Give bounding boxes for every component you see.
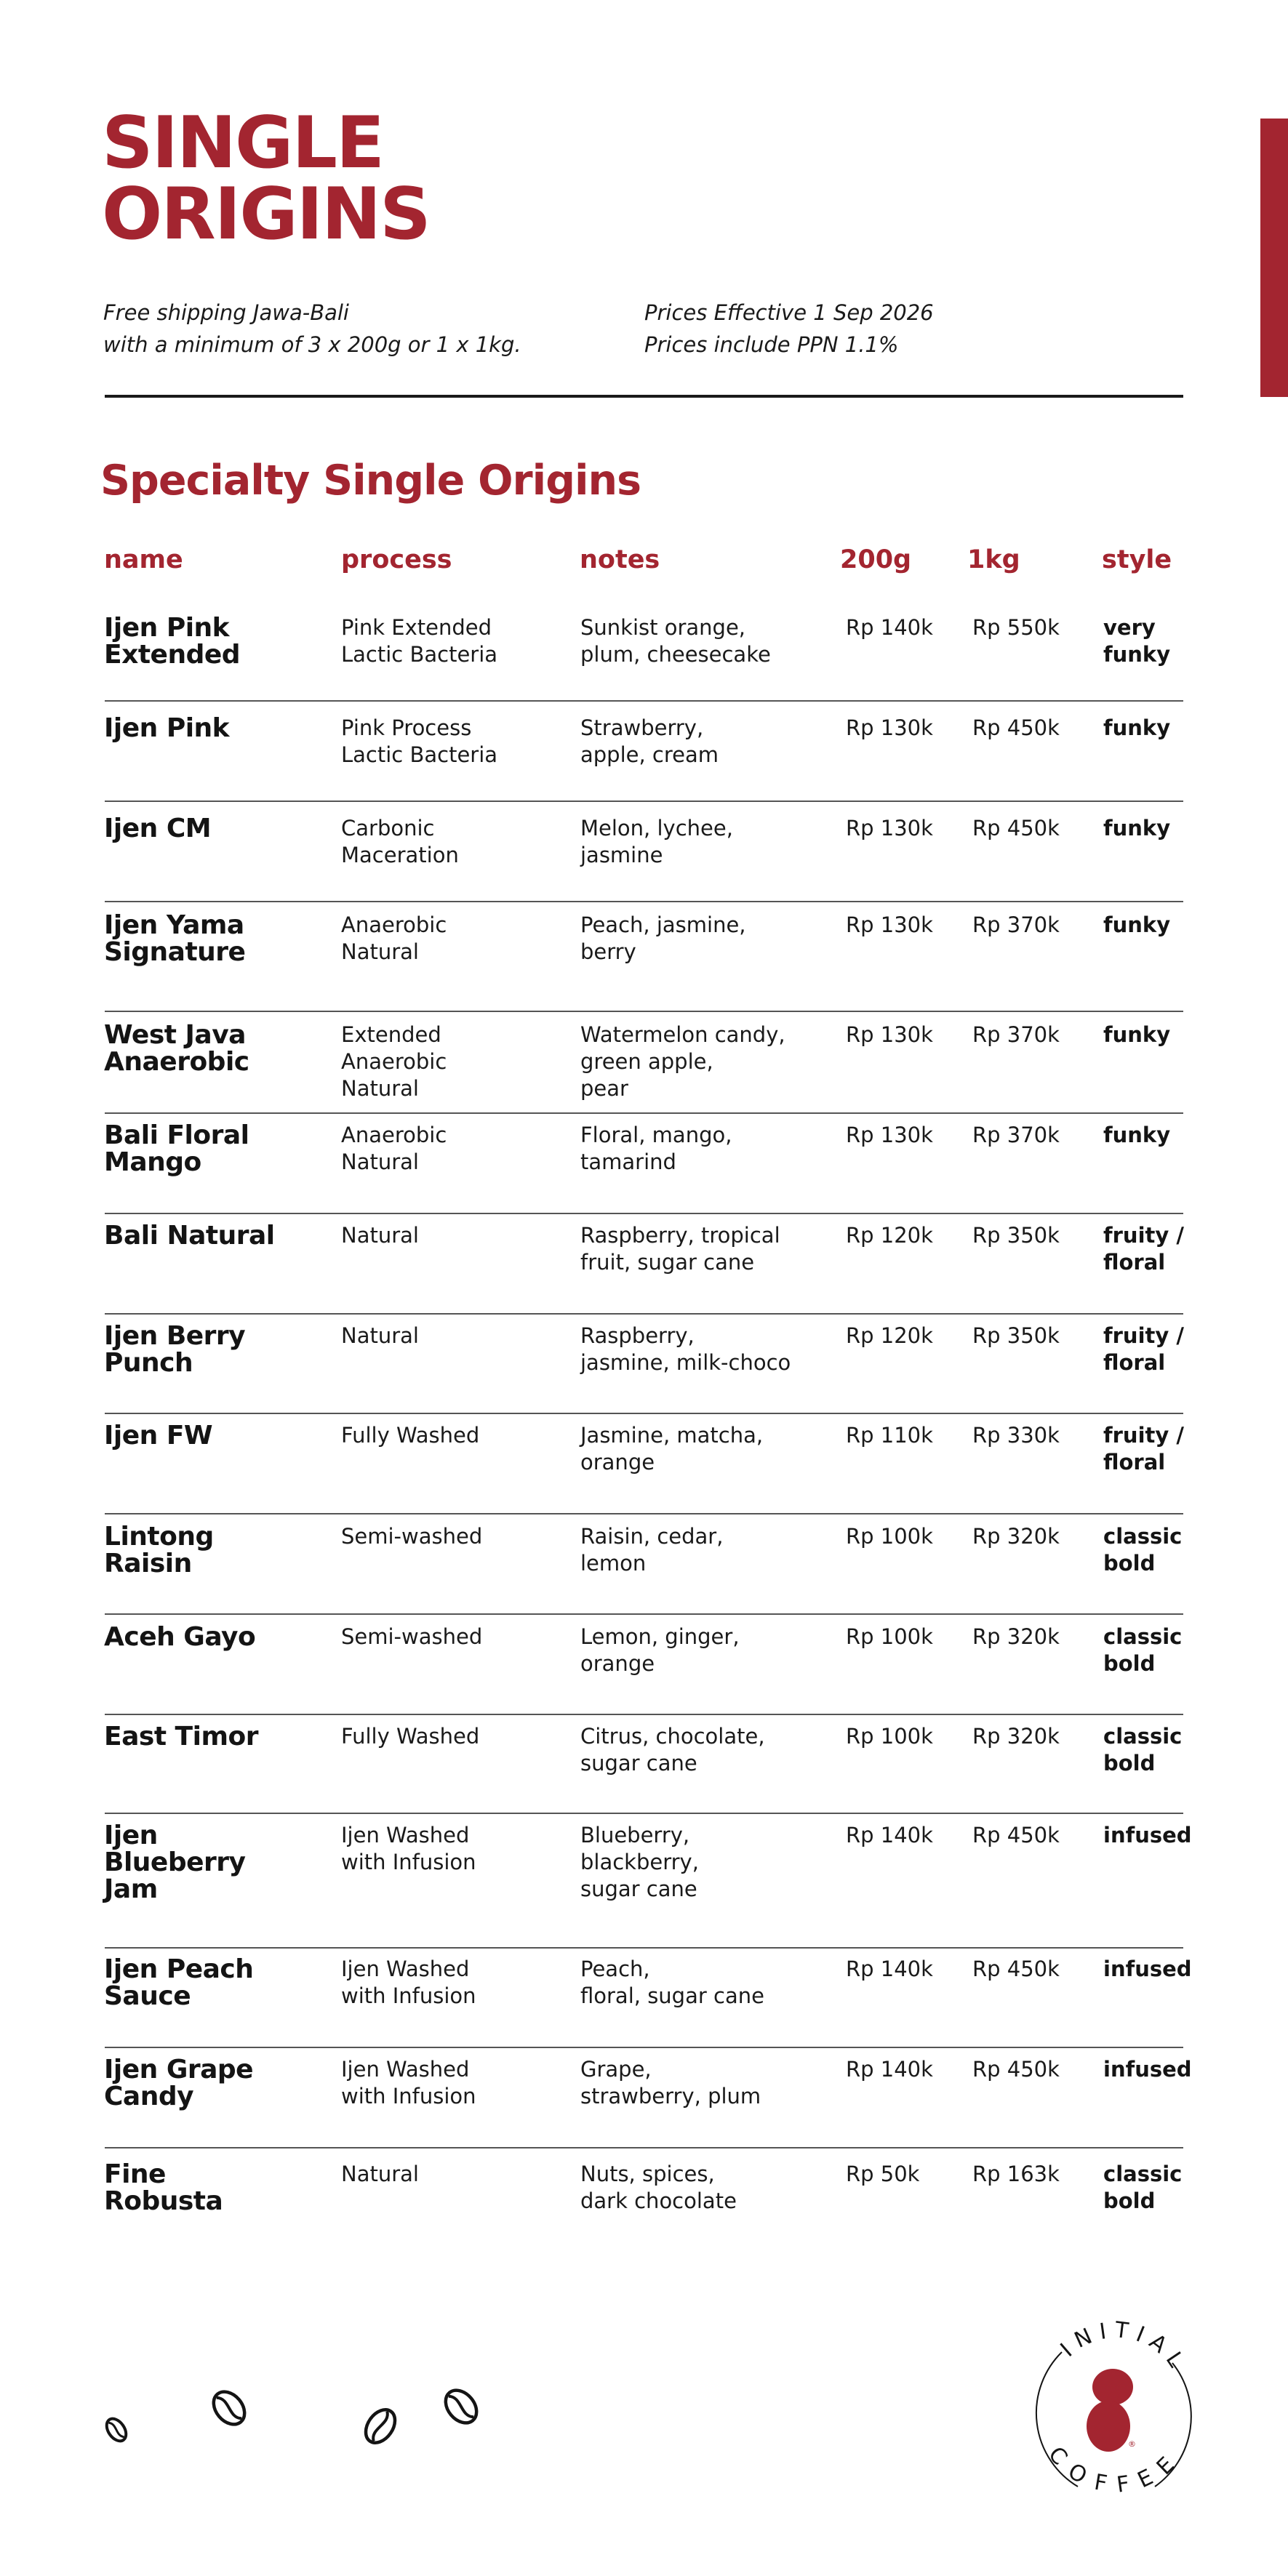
process-line: Pink Extended (341, 615, 492, 640)
price-1kg: Rp 450k (972, 2057, 1060, 2082)
style-line: infused (1103, 2057, 1192, 2082)
row-divider (105, 1613, 1183, 1615)
coffee-name-line: Ijen Grape (104, 2055, 254, 2085)
process-line: Natural (341, 1323, 419, 1348)
price-200g: Rp 130k (846, 1123, 933, 1147)
notes-line: lemon (580, 1551, 647, 1576)
process-cell (341, 614, 497, 668)
row-divider (105, 1313, 1183, 1315)
style-line: funky (1103, 642, 1171, 667)
notes-cell (580, 1422, 763, 1476)
coffee-name-line: Ijen Peach (104, 1954, 254, 1984)
notes-line: Melon, lychee, (580, 816, 733, 840)
logo-bottom-text: COFFEE (1043, 2441, 1185, 2498)
process-line: Natural (341, 1076, 419, 1101)
process-line: Anaerobic (341, 1123, 447, 1147)
process-line: Ijen Washed (341, 2057, 470, 2082)
row-divider (105, 1513, 1183, 1514)
price-1kg: Rp 450k (972, 715, 1060, 740)
price-1kg: Rp 370k (972, 912, 1060, 937)
process-cell (341, 1723, 479, 1750)
notes-cell (580, 1523, 723, 1577)
style-line: funky (1103, 715, 1171, 740)
notes-cell (580, 1323, 791, 1376)
notes-cell (580, 815, 733, 869)
style-line: floral (1103, 1250, 1166, 1275)
column-header-1kg: 1kg (967, 545, 1020, 574)
row-divider (105, 1813, 1183, 1814)
coffee-name-line: Robusta (104, 2186, 223, 2216)
process-cell (341, 1022, 447, 1102)
notes-line: blackberry, (580, 1850, 699, 1874)
style-cell (1103, 1222, 1184, 1276)
price-1kg: Rp 450k (972, 1823, 1060, 1847)
style-line: classic (1103, 2162, 1183, 2186)
price-1kg: Rp 163k (972, 2162, 1060, 2186)
process-cell (341, 2161, 419, 2188)
process-line: Fully Washed (341, 1724, 480, 1749)
notes-cell (580, 912, 746, 966)
coffee-name (104, 614, 329, 668)
coffee-name (104, 1956, 329, 2010)
price-200g: Rp 130k (846, 715, 933, 740)
coffee-name-line: Mango (104, 1147, 201, 1177)
coffee-name-line: West Java (104, 1020, 246, 1050)
style-cell (1103, 1323, 1184, 1376)
notes-line: orange (580, 1651, 655, 1676)
price-1kg: Rp 320k (972, 1624, 1060, 1649)
style-line: bold (1103, 1651, 1156, 1676)
notes-cell (580, 2056, 761, 2110)
style-line: infused (1103, 1823, 1192, 1847)
notes-line: Strawberry, (580, 715, 704, 740)
price-200g: Rp 100k (846, 1624, 933, 1649)
style-cell (1103, 2056, 1192, 2083)
style-line: floral (1103, 1450, 1166, 1474)
notes-line: Citrus, chocolate, (580, 1724, 765, 1749)
notes-cell (580, 1022, 785, 1102)
coffee-name-line: Lintong (104, 1522, 214, 1552)
price-200g: Rp 110k (846, 1423, 933, 1448)
style-cell (1103, 1523, 1182, 1577)
coffee-name-line: Ijen Pink (104, 613, 230, 643)
row-divider (105, 801, 1183, 802)
notes-line: apple, cream (580, 742, 719, 767)
price-200g: Rp 100k (846, 1524, 933, 1549)
style-line: classic (1103, 1524, 1183, 1549)
style-line: funky (1103, 816, 1171, 840)
style-cell (1103, 1022, 1170, 1048)
price-note-line: Prices include PPN 1.1% (644, 332, 899, 357)
price-1kg: Rp 450k (972, 1957, 1060, 1981)
style-cell (1103, 815, 1170, 842)
notes-line: dark chocolate (580, 2188, 737, 2213)
notes-line: floral, sugar cane (580, 1983, 764, 2008)
coffee-name (104, 1222, 329, 1249)
notes-line: Jasmine, matcha, (580, 1423, 764, 1448)
style-line: fruity / (1103, 1223, 1184, 1248)
coffee-bean-icon (103, 2415, 130, 2444)
style-line: funky (1103, 912, 1171, 937)
coffee-name-line: Aceh Gayo (104, 1622, 256, 1652)
process-line: Carbonic (341, 816, 435, 840)
column-header-process: process (341, 545, 452, 574)
process-line: Anaerobic (341, 1049, 447, 1074)
shipping-line: with a minimum of 3 x 200g or 1 x 1kg. (103, 332, 521, 357)
notes-cell (580, 1723, 765, 1777)
coffee-name-line: Raisin (104, 1549, 192, 1578)
coffee-name-line: Fine (104, 2159, 166, 2189)
notes-line: orange (580, 1450, 655, 1474)
style-line: floral (1103, 1350, 1166, 1375)
coffee-name (104, 1323, 329, 1376)
process-line: with Infusion (341, 2084, 476, 2108)
notes-line: sugar cane (580, 1877, 697, 1901)
style-cell (1103, 1422, 1184, 1476)
row-divider (105, 1213, 1183, 1214)
notes-line: berry (580, 939, 636, 964)
process-line: Lactic Bacteria (341, 742, 498, 767)
price-1kg: Rp 330k (972, 1423, 1060, 1448)
notes-cell (580, 1222, 780, 1276)
style-cell (1103, 912, 1170, 939)
notes-cell (580, 1624, 740, 1677)
coffee-name-line: Ijen Pink (104, 713, 230, 743)
coffee-name-line: Jam (104, 1874, 158, 1904)
process-line: Extended (341, 1022, 441, 1047)
column-header-200g: 200g (840, 545, 912, 574)
process-line: Natural (341, 1223, 419, 1248)
style-line: infused (1103, 1957, 1192, 1981)
process-line: with Infusion (341, 1983, 476, 2008)
notes-line: sugar cane (580, 1751, 697, 1775)
process-cell (341, 1323, 419, 1349)
process-cell (341, 1523, 482, 1550)
coffee-name-line: Ijen (104, 1821, 158, 1850)
process-cell (341, 1956, 476, 2010)
section-title: Specialty Single Origins (100, 457, 641, 505)
price-200g: Rp 140k (846, 1957, 933, 1981)
coffee-name-line: Punch (104, 1348, 193, 1378)
coffee-name (104, 1624, 329, 1650)
coffee-name-line: Bali Floral (104, 1120, 249, 1150)
process-cell (341, 1122, 447, 1176)
notes-line: strawberry, plum (580, 2084, 761, 2108)
notes-line: plum, cheesecake (580, 642, 771, 667)
coffee-name (104, 715, 329, 742)
process-cell (341, 1822, 476, 1876)
row-divider (105, 2147, 1183, 2148)
row-divider (105, 901, 1183, 902)
price-200g: Rp 130k (846, 816, 933, 840)
style-line: very (1103, 615, 1156, 640)
logo-top-text: INITIAL (1055, 2317, 1193, 2378)
logo-mark-icon (1087, 2369, 1133, 2452)
style-cell (1103, 1956, 1192, 1983)
coffee-name-line: Bali Natural (104, 1221, 275, 1251)
row-divider (105, 2047, 1183, 2048)
coffee-name (104, 1723, 329, 1750)
process-line: Fully Washed (341, 1423, 480, 1448)
coffee-bean-icon (360, 2404, 401, 2448)
process-cell (341, 912, 447, 966)
notes-line: Raspberry, tropical (580, 1223, 780, 1248)
price-1kg: Rp 320k (972, 1724, 1060, 1749)
coffee-name (104, 1822, 329, 1903)
style-cell (1103, 614, 1170, 668)
style-line: bold (1103, 1551, 1156, 1576)
coffee-name-line: Ijen Berry (104, 1321, 246, 1351)
initial-coffee-logo (1018, 2294, 1211, 2512)
process-line: with Infusion (341, 1850, 476, 1874)
process-line: Semi-washed (341, 1524, 483, 1549)
style-line: fruity / (1103, 1323, 1184, 1348)
price-1kg: Rp 370k (972, 1022, 1060, 1047)
style-cell (1103, 2161, 1182, 2215)
coffee-name (104, 2161, 329, 2215)
style-cell (1103, 1723, 1182, 1777)
process-cell (341, 2056, 476, 2110)
notes-line: jasmine, milk-choco (580, 1350, 791, 1375)
row-divider (105, 1947, 1183, 1949)
notes-line: fruit, sugar cane (580, 1250, 755, 1275)
coffee-name (104, 1523, 329, 1577)
style-cell (1103, 1122, 1170, 1149)
coffee-name-line: Anaerobic (104, 1047, 249, 1077)
notes-line: Sunkist orange, (580, 615, 746, 640)
notes-cell (580, 1822, 699, 1903)
style-line: funky (1103, 1022, 1171, 1047)
process-line: Semi-washed (341, 1624, 483, 1649)
process-cell (341, 815, 459, 869)
notes-line: tamarind (580, 1149, 676, 1174)
process-cell (341, 1624, 482, 1650)
coffee-name-line: Extended (104, 640, 241, 670)
style-cell (1103, 715, 1170, 742)
process-line: Ijen Washed (341, 1823, 470, 1847)
coffee-name-line: Candy (104, 2082, 194, 2111)
coffee-bean-icon (439, 2384, 483, 2428)
coffee-bean-icon (207, 2386, 251, 2430)
coffee-name-line: Ijen CM (104, 814, 212, 843)
coffee-name-line: East Timor (104, 1722, 258, 1752)
style-line: classic (1103, 1724, 1183, 1749)
price-1kg: Rp 350k (972, 1323, 1060, 1348)
style-cell (1103, 1822, 1192, 1849)
price-1kg: Rp 350k (972, 1223, 1060, 1248)
notes-line: Lemon, ginger, (580, 1624, 740, 1649)
title-line: ORIGINS (102, 173, 430, 256)
notes-line: Peach, jasmine, (580, 912, 746, 937)
notes-cell (580, 2161, 737, 2215)
coffee-name (104, 1122, 329, 1176)
price-1kg: Rp 550k (972, 615, 1060, 640)
style-cell (1103, 1624, 1182, 1677)
process-line: Maceration (341, 843, 459, 867)
coffee-name (104, 2056, 329, 2110)
coffee-name-line: Sauce (104, 1981, 191, 2011)
notes-line: Raspberry, (580, 1323, 695, 1348)
notes-line: Floral, mango, (580, 1123, 732, 1147)
price-200g: Rp 120k (846, 1323, 933, 1348)
row-divider (105, 1011, 1183, 1012)
notes-line: Raisin, cedar, (580, 1524, 724, 1549)
price-200g: Rp 130k (846, 912, 933, 937)
notes-line: Blueberry, (580, 1823, 690, 1847)
price-200g: Rp 130k (846, 1022, 933, 1047)
process-line: Ijen Washed (341, 1957, 470, 1981)
notes-line: Watermelon candy, (580, 1022, 785, 1047)
notes-cell (580, 614, 771, 668)
notes-cell (580, 1956, 764, 2010)
coffee-name (104, 815, 329, 842)
style-line: fruity / (1103, 1423, 1184, 1448)
price-200g: Rp 140k (846, 615, 933, 640)
column-header-notes: notes (580, 545, 660, 574)
coffee-name-line: Signature (104, 937, 246, 967)
notes-cell (580, 1122, 732, 1176)
notes-line: green apple, (580, 1049, 713, 1074)
notes-line: Peach, (580, 1957, 650, 1981)
price-200g: Rp 120k (846, 1223, 933, 1248)
coffee-name-line: Blueberry (104, 1847, 246, 1877)
shipping-line: Free shipping Jawa-Bali (103, 300, 349, 325)
process-line: Natural (341, 1149, 419, 1174)
row-divider (105, 1112, 1183, 1114)
style-line: classic (1103, 1624, 1183, 1649)
coffee-beans-decoration (102, 2378, 509, 2457)
price-200g: Rp 100k (846, 1724, 933, 1749)
process-line: Lactic Bacteria (341, 642, 498, 667)
coffee-name (104, 912, 329, 966)
column-header-style: style (1102, 545, 1172, 574)
notes-line: Nuts, spices, (580, 2162, 715, 2186)
process-cell (341, 1222, 419, 1249)
price-200g: Rp 140k (846, 1823, 933, 1847)
title-line: SINGLE (102, 102, 383, 185)
price-200g: Rp 50k (846, 2162, 920, 2186)
price-note-line: Prices Effective 1 Sep 2026 (644, 300, 934, 325)
row-divider (105, 1413, 1183, 1414)
process-cell (341, 1422, 479, 1449)
coffee-name-line: Ijen FW (104, 1421, 213, 1450)
notes-line: jasmine (580, 843, 663, 867)
coffee-name (104, 1422, 329, 1449)
process-line: Anaerobic (341, 912, 447, 937)
price-1kg: Rp 370k (972, 1123, 1060, 1147)
price-1kg: Rp 320k (972, 1524, 1060, 1549)
price-200g: Rp 140k (846, 2057, 933, 2082)
process-cell (341, 715, 497, 769)
row-divider (105, 700, 1183, 702)
notes-line: pear (580, 1076, 628, 1101)
coffee-name (104, 1022, 329, 1075)
process-line: Natural (341, 2162, 419, 2186)
process-line: Natural (341, 939, 419, 964)
price-1kg: Rp 450k (972, 816, 1060, 840)
process-line: Pink Process (341, 715, 472, 740)
registered-mark: ® (1128, 2439, 1136, 2449)
style-line: bold (1103, 2188, 1156, 2213)
coffee-name-line: Ijen Yama (104, 910, 244, 940)
style-line: funky (1103, 1123, 1171, 1147)
style-line: bold (1103, 1751, 1156, 1775)
notes-cell (580, 715, 719, 769)
column-header-name: name (104, 545, 183, 574)
row-divider (105, 1714, 1183, 1715)
notes-line: Grape, (580, 2057, 652, 2082)
